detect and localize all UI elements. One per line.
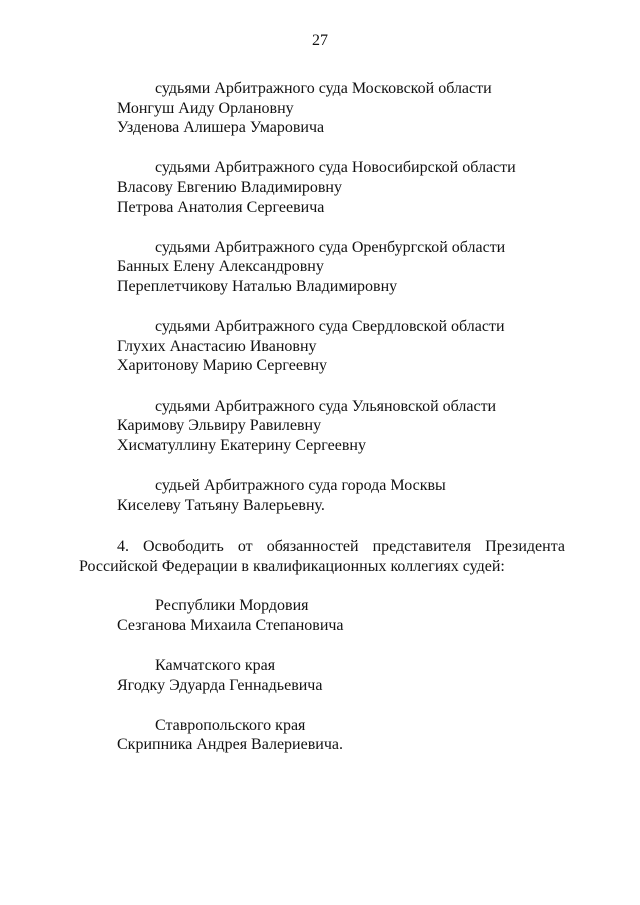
appointee-name: Петрова Анатолия Сергеевича [117,199,325,216]
court-heading-moscow-region: судьями Арбитражного суда Московской области [155,80,492,97]
dismissed-name: Сезганова Михаила Степановича [117,617,344,634]
appointee-name: Глухих Анастасию Ивановну [117,338,317,355]
appointee-name: Хисматуллину Екатерину Сергеевну [117,437,366,454]
court-heading-sverdlovsk-region: судьями Арбитражного суда Свердловской области [155,318,505,335]
clause-4-paragraph [79,537,565,577]
court-heading-novosibirsk-region: судьями Арбитражного суда Новосибирской области [155,159,516,176]
appointee-name: Переплетчикову Наталью Владимировну [117,278,398,295]
court-heading-orenburg-region: судьями Арбитражного суда Оренбургской области [155,239,506,256]
region-heading-kamchatka: Камчатского края [155,657,276,674]
appointee-name: Власову Евгению Владимировну [117,179,342,196]
dismissed-name: Ягодку Эдуарда Геннадьевича [117,677,323,694]
court-heading-ulyanovsk-region: судьями Арбитражного суда Ульяновской области [155,398,497,415]
dismissed-name: Скрипника Андрея Валериевича. [117,736,343,753]
appointee-name: Монгуш Аиду Орлановну [117,100,294,117]
clause-4-line-2: Российской Федерации в квалификационных коллегиях судей: [79,558,505,575]
appointee-name: Банных Елену Александровну [117,258,324,275]
region-heading-stavropol: Ставропольского края [155,717,306,734]
appointee-name: Киселеву Татьяну Валерьевну. [117,497,325,514]
region-heading-mordovia: Республики Мордовия [155,597,309,614]
page-number: 27 [312,32,328,49]
appointee-name: Каримову Эльвиру Равилевну [117,417,322,434]
clause-4-line-1: 4. Освободить от обязанностей представителя Президента [117,538,565,555]
appointee-name: Узденова Алишера Умаровича [117,119,325,136]
court-heading-moscow-city: судьей Арбитражного суда города Москвы [155,477,446,494]
appointee-name: Харитонову Марию Сергеевну [117,357,328,374]
